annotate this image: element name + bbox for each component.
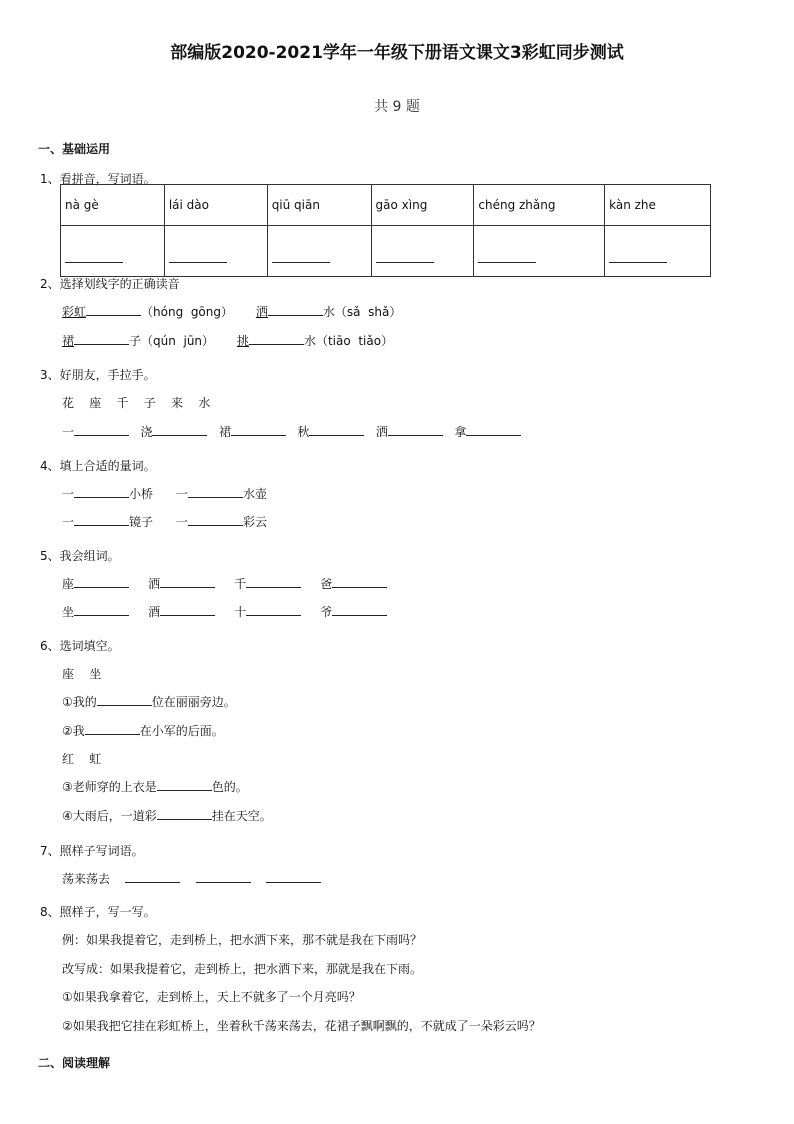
- pinyin-cell: kàn zhe: [605, 185, 711, 226]
- char-prefix: 坐: [62, 605, 75, 619]
- word-bank: 花 座 千 子 来 水: [62, 396, 211, 410]
- word-pair: 座 坐: [62, 667, 102, 681]
- answer-blank[interactable]: [249, 332, 304, 345]
- pinyin-options: （tiāo tiǎo）: [315, 334, 394, 348]
- pinyin-options: （sǎ shǎ）: [334, 305, 402, 319]
- char-suffix: 水: [322, 305, 335, 319]
- sentence-suffix: 在小军的后面。: [139, 724, 224, 738]
- char-suffix: 水: [303, 334, 316, 348]
- answer-blank[interactable]: [609, 250, 667, 263]
- answer-blank[interactable]: [309, 423, 364, 436]
- char-prefix: 十: [234, 605, 247, 619]
- answer-cell[interactable]: [474, 226, 605, 277]
- sentence: ②如果我把它挂在彩虹桥上，坐着秋千荡来荡去，花裙子飘啊飘的，不就成了一朵彩云吗？: [62, 1019, 541, 1033]
- answer-blank[interactable]: [74, 332, 129, 345]
- answer-cell[interactable]: [371, 226, 474, 277]
- underlined-char: 裙: [62, 334, 75, 348]
- char-prefix: 酒: [148, 605, 161, 619]
- pinyin-cell: chéng zhǎng: [474, 185, 605, 226]
- char-prefix: 拿: [454, 425, 467, 439]
- sentence: [62, 807, 272, 824]
- pinyin-cell: nà gè: [61, 185, 165, 226]
- answer-cell[interactable]: [61, 226, 165, 277]
- pinyin-cell: gāo xìng: [371, 185, 474, 226]
- sentence-prefix: ③老师穿的上衣是: [62, 780, 157, 794]
- answer-blank[interactable]: [246, 575, 301, 588]
- underlined-char: 洒: [255, 305, 268, 319]
- answer-blank[interactable]: [125, 870, 180, 883]
- sentence: [62, 722, 224, 739]
- answer-blank[interactable]: [188, 513, 243, 526]
- sentence: ①如果我拿着它，走到桥上，天上不就多了一个月亮吗？: [62, 990, 361, 1004]
- answer-blank[interactable]: [268, 303, 323, 316]
- answer-cell[interactable]: [164, 226, 267, 277]
- question-1-label: 1、看拼音，写词语。: [40, 172, 156, 186]
- pinyin-cell: lái dào: [164, 185, 267, 226]
- sentence-prefix: ②我: [62, 724, 85, 738]
- answer-blank[interactable]: [160, 575, 215, 588]
- char-prefix: 一: [175, 487, 188, 501]
- char-prefix: 一: [62, 487, 75, 501]
- answer-blank[interactable]: [74, 485, 129, 498]
- char-prefix: 座: [62, 577, 75, 591]
- answer-blank[interactable]: [97, 693, 152, 706]
- answer-blank[interactable]: [478, 250, 536, 263]
- char-suffix: 水壶: [242, 487, 267, 501]
- answer-blank[interactable]: [376, 250, 434, 263]
- question-2-row-2: [62, 332, 393, 349]
- char-prefix: 一: [62, 515, 75, 529]
- question-3-label: 3、好朋友，手拉手。: [40, 368, 156, 382]
- sentence-suffix: 位在丽丽旁边。: [151, 695, 236, 709]
- section-basic: 一、基础运用: [38, 142, 111, 156]
- answer-blank[interactable]: [74, 513, 129, 526]
- sentence-prefix: ①我的: [62, 695, 97, 709]
- char-suffix: 小桥: [129, 487, 154, 501]
- word-pair: 红 虹: [62, 752, 102, 766]
- rewrite-sentence: 改写成：如果我提着它，走到桥上，把水洒下来，那就是我在下雨。: [62, 962, 423, 976]
- question-3-row: [62, 423, 521, 440]
- question-count: 共 9 题: [374, 99, 420, 115]
- question-5-row-2: [62, 603, 387, 620]
- char-suffix: 彩云: [242, 515, 267, 529]
- sentence: [62, 778, 248, 795]
- answer-blank[interactable]: [74, 603, 129, 616]
- char-suffix: 子: [129, 334, 142, 348]
- answer-blank[interactable]: [157, 807, 212, 820]
- pinyin-options: （hóng gōng）: [141, 305, 233, 319]
- char-prefix: 千: [234, 577, 247, 591]
- question-7-row: [62, 870, 321, 887]
- question-7-label: 7、照样子写词语。: [40, 844, 144, 858]
- answer-blank[interactable]: [332, 575, 387, 588]
- answer-cell[interactable]: [267, 226, 371, 277]
- answer-blank[interactable]: [266, 870, 321, 883]
- answer-blank[interactable]: [74, 423, 129, 436]
- answer-blank[interactable]: [65, 250, 123, 263]
- answer-blank[interactable]: [246, 603, 301, 616]
- char-prefix: 秋: [297, 425, 310, 439]
- char-prefix: 洒: [148, 577, 161, 591]
- answer-blank[interactable]: [231, 423, 286, 436]
- answer-blank[interactable]: [388, 423, 443, 436]
- answer-blank[interactable]: [152, 423, 207, 436]
- char-suffix: 镜子: [129, 515, 154, 529]
- char-prefix: 洒: [375, 425, 388, 439]
- underlined-char: 挑: [236, 334, 249, 348]
- answer-cell[interactable]: [605, 226, 711, 277]
- char-prefix: 一: [175, 515, 188, 529]
- question-4-label: 4、填上合适的量词。: [40, 459, 156, 473]
- answer-blank[interactable]: [188, 485, 243, 498]
- answer-blank[interactable]: [169, 250, 227, 263]
- example-sentence: 例：如果我提着它，走到桥上，把水洒下来，那不就是我在下雨吗？: [62, 933, 423, 947]
- question-6-label: 6、选词填空。: [40, 639, 120, 653]
- question-2-label: 2、选择划线字的正确读音: [40, 277, 180, 291]
- section-reading: 二、阅读理解: [38, 1056, 111, 1070]
- answer-blank[interactable]: [74, 575, 129, 588]
- question-2-row-1: [62, 303, 401, 320]
- char-prefix: 裙: [218, 425, 231, 439]
- question-5-label: 5、我会组词。: [40, 549, 120, 563]
- answer-blank[interactable]: [85, 722, 140, 735]
- sentence-suffix: 色的。: [211, 780, 248, 794]
- answer-blank[interactable]: [272, 250, 330, 263]
- answer-blank[interactable]: [160, 603, 215, 616]
- question-8-label: 8、照样子，写一写。: [40, 905, 156, 919]
- answer-blank[interactable]: [86, 303, 141, 316]
- sentence: [62, 693, 236, 710]
- pinyin-cell: qiū qiān: [267, 185, 371, 226]
- answer-blank[interactable]: [332, 603, 387, 616]
- char-prefix: 一: [62, 425, 75, 439]
- char-prefix: 爸: [320, 577, 333, 591]
- question-5-row-1: [62, 575, 387, 592]
- page-title: 部编版2020-2021学年一年级下册语文课文3彩虹同步测试: [170, 43, 624, 63]
- char-prefix: 浇: [140, 425, 153, 439]
- answer-blank[interactable]: [466, 423, 521, 436]
- pinyin-table: [60, 184, 711, 277]
- example-word: 荡来荡去: [62, 872, 111, 886]
- char-prefix: 爷: [320, 605, 333, 619]
- answer-blank[interactable]: [196, 870, 251, 883]
- answer-blank[interactable]: [157, 778, 212, 791]
- underlined-char: 彩虹: [62, 305, 87, 319]
- pinyin-options: （qún jūn）: [141, 334, 215, 348]
- sentence-prefix: ④大雨后，一道彩: [62, 809, 157, 823]
- question-4-row-1: [62, 485, 267, 502]
- sentence-suffix: 挂在天空。: [211, 809, 272, 823]
- question-4-row-2: [62, 513, 267, 530]
